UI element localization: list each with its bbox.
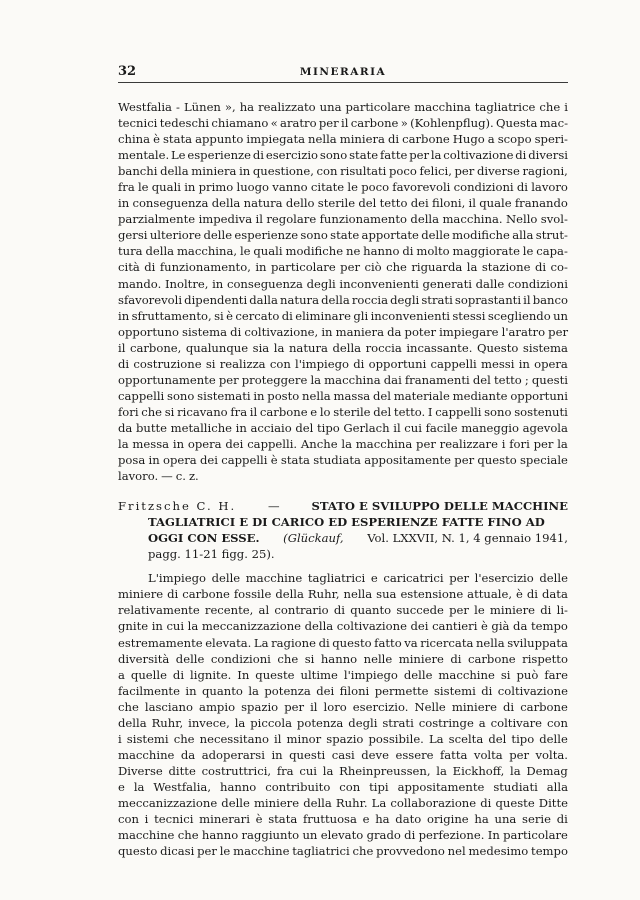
text-line: lavoro. — c. z. [118,469,199,484]
article-heading [118,498,568,562]
text-line: parzialmente impediva il regolare funzionamento della macchina. Nello svol- [118,212,568,227]
text-line: fori che si ricavano fra il carbone e lo sterile del tetto. I cappelli sono sostenuti [118,404,568,419]
citation-volume: Vol. LXXVII, N. 1, 4 gennaio 1941, [367,531,568,546]
text-line: estremamente elevata. La ragione di questo fatto va ricercata nella sviluppata [118,635,568,650]
article-author: Fritzsche C. H. [118,499,237,514]
citation-pages: pagg. 11-21 figg. 25). [148,547,275,562]
paragraph-westfalia-aratro [118,99,568,484]
text-line: opportunamente per proteggere la macchina dai franamenti del tetto ; questi [118,372,568,387]
text-line: mando. Inoltre, in conseguenza degli inconvenienti generati dalle condizioni [118,276,568,291]
article-title-line-1: STATO E SVILUPPO DELLE MACCHINE [311,499,568,514]
text-line: miniere di carbone fossile della Ruhr, nella sua estensione attuale, è di data [118,587,568,602]
text-line: L'impiego delle macchine tagliatrici e caricatrici per l'esercizio delle [148,571,568,586]
text-line: la messa in opera dei cappelli. Anche la macchina per realizzare i fori per la [118,436,568,451]
text-line: facilmente in quanto la potenza dei filoni permette sistemi di coltivazione [118,683,568,698]
paragraph-ruhr-macchine [118,570,568,859]
text-line: cità di funzionamento, in particolare per ciò che riguarda la stazione di co- [118,260,568,275]
text-line: china è stata appunto impiegata nella miniera di carbone Hugo a scopo speri- [118,132,568,147]
text-line: tecnici tedeschi chiamano « aratro per il carbone » (Kohlenpflug). Questa mac- [118,116,568,131]
running-title: MINERARIA [299,66,387,78]
page-number: 32 [118,64,137,79]
text-line: macchine da adoperarsi in questi casi deve essere fatta volta per volta. [118,747,568,762]
text-line: che lasciano ampio spazio per il loro esercizio. Nelle miniere di carbone [118,699,568,714]
journal-name: (Glückauf, [283,531,344,546]
article-title-line-2: TAGLIATRICI E DI CARICO ED ESPERIENZE FATTE FINO AD [148,515,545,530]
text-line: gnite in cui la meccanizzazione della coltivazione dei cantieri è già da tempo [118,619,568,634]
text-line: il carbone, qualunque sia la natura della roccia incassante. Questo sistema [118,340,568,355]
text-line: meccanizzazione delle miniere della Ruhr. La collaborazione di queste Ditte [118,795,568,810]
text-line: opportuno sistema di coltivazione, in maniera da poter impiegare l'aratro per [118,324,568,339]
text-line: da butte metalliche in acciaio del tipo Gerlach il cui facile maneggio agevola [118,420,568,435]
text-line: i sistemi che necessitano il minor spazio possibile. La scelta del tipo delle [118,731,568,746]
text-line: della Ruhr, invece, la piccola potenza degli strati costringe a coltivare con [118,715,568,730]
text-line: mentale. Le esperienze di esercizio sono state fatte per la coltivazione di diversi [118,148,568,163]
text-line: gersi ulteriore delle esperienze sono state apportate delle modifiche alla strut- [118,228,568,243]
heading-dash: — [268,499,280,514]
text-line: e la Westfalia, hanno contribuito con tipi appositamente studiati alla [118,779,568,794]
article-title-line-3: OGGI CON ESSE. [148,531,260,546]
text-line: Westfalia - Lünen », ha realizzato una particolare macchina tagliatrice che i [118,100,568,114]
text-line: questo dicasi per le macchine tagliatrici che provvedono nel medesimo tempo [118,844,568,859]
text-line: con i tecnici minerari è stata fruttuosa e ha dato origine ha una serie di [118,812,568,827]
text-line: fra le quali in primo luogo vanno citate le poco favorevoli condizioni di lavoro [118,180,568,195]
text-line: di costruzione si realizza con l'impiego di opportuni cappelli messi in opera [118,356,568,371]
body-text [118,99,568,859]
text-line: posa in opera dei cappelli è stata studiata appositamente per questo speciale [118,453,568,468]
text-line: in conseguenza della natura dello sterile del tetto dei filoni, il quale franando [118,196,568,211]
text-line: cappelli sono sistemati in posto nella massa del materiale mediante opportuni [118,388,568,403]
text-line: relativamente recente, al contrario di quanto succede per le miniere di li- [118,603,568,618]
page-header [118,62,568,83]
text-line: in sfruttamento, si è cercato di eliminare gli inconvenienti stessi scegliendo un [118,308,568,323]
text-line: diversità delle condizioni che si hanno nelle miniere di carbone rispetto [118,651,568,666]
text-line: tura della macchina, le quali modifiche ne hanno di molto maggiorate le capa- [118,244,568,259]
text-line: banchi della miniera in questione, con risultati poco felici, per diverse ragioni, [118,164,568,179]
text-line: sfavorevoli dipendenti dalla natura della roccia degli strati soprastanti il banco [118,292,568,307]
text-line: macchine che hanno raggiunto un elevato grado di perfezione. In particolare [118,828,568,843]
text-line: a quelle di lignite. In queste ultime l'impiego delle macchine si può fare [118,667,568,682]
text-line: Diverse ditte costruttrici, fra cui la Rheinpreussen, la Eickhoff, la Demag [118,763,568,778]
